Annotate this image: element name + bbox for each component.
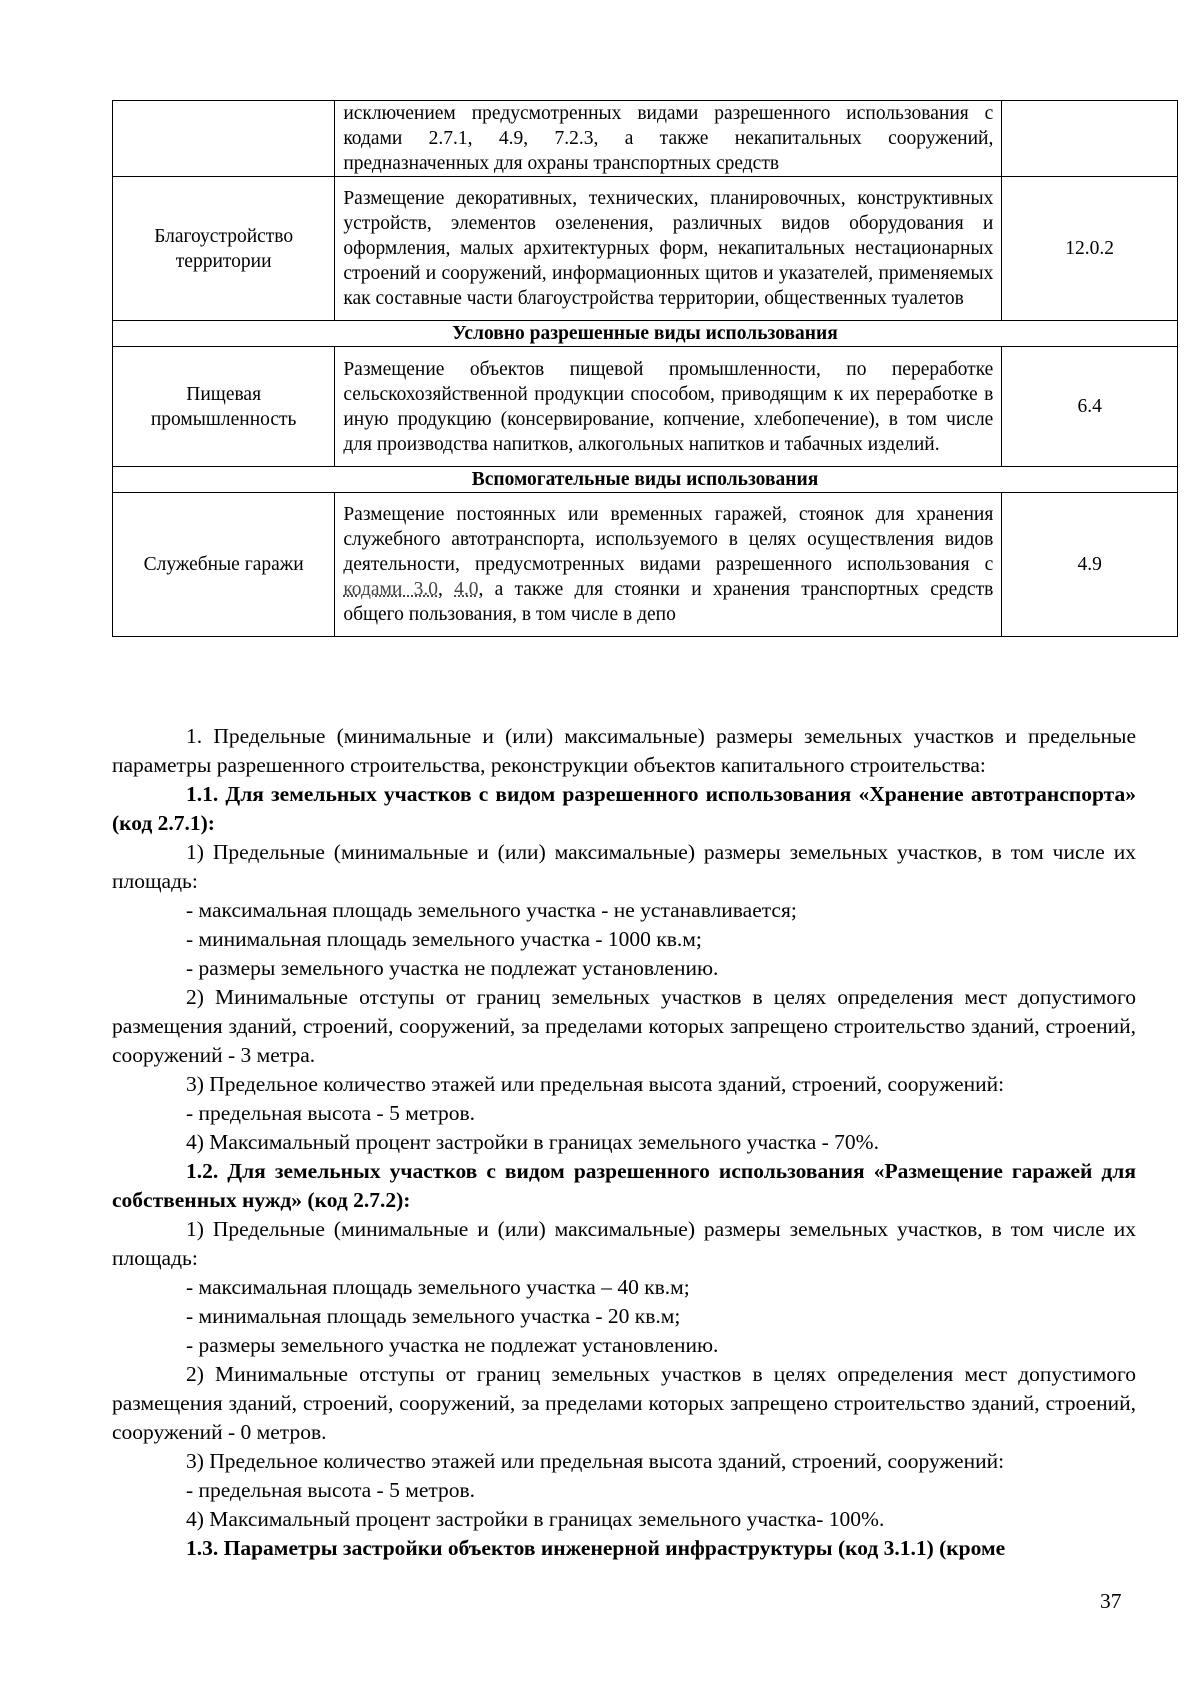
document-body: [112, 722, 1136, 1563]
use-description-cell: [335, 493, 1002, 637]
description-text: , а также для стоянки и хранения транспортных средств общего пользования, в том числе в депо: [343, 579, 994, 625]
list-item: - предельная высота - 5 метров.: [186, 1101, 476, 1125]
section-row: [113, 321, 1178, 347]
paragraph: 3) Предельное количество этажей или предельная высота зданий, строений, сооружений:: [186, 1072, 1005, 1096]
table-row: [113, 101, 1178, 177]
paragraph: 4) Максимальный процент застройки в границах земельного участка- 100%.: [186, 1507, 885, 1531]
section-heading: 1.2. Для земельных участков с видом разрешенного использования «Размещение гаражей для собственных нужд» (код 2.7.2):: [112, 1159, 1136, 1212]
section-row: [113, 467, 1178, 493]
description-text: Размещение постоянных или временных гаражей, стоянок для хранения служебного автотранспорта, используемого в целях осуществления видов деятельности, предусмотренных видами разрешенного использования с: [343, 504, 994, 575]
use-code-cell: 12.0.2: [1002, 177, 1178, 321]
page-number: 37: [1100, 1589, 1122, 1613]
land-use-table: [112, 100, 1178, 637]
table-row: [113, 347, 1178, 467]
table-row: [113, 177, 1178, 321]
paragraph: 2) Минимальные отступы от границ земельных участков в целях определения мест допустимого размещения зданий, строений, сооружений, за пределами которых запрещено строительство зданий, строений, сооружений - 0 метров.: [112, 1362, 1136, 1444]
paragraph: 1) Предельные (минимальные и (или) максимальные) размеры земельных участков, в том числе их площадь:: [112, 840, 1136, 893]
section-heading: 1.1. Для земельных участков с видом разрешенного использования «Хранение автотранспорта» (код 2.7.1):: [112, 782, 1136, 835]
code-link[interactable]: 4.0: [454, 579, 479, 600]
list-item: - максимальная площадь земельного участка – 40 кв.м;: [186, 1275, 690, 1299]
use-code-cell: 4.9: [1002, 493, 1178, 637]
paragraph: 3) Предельное количество этажей или предельная высота зданий, строений, сооружений:: [186, 1449, 1005, 1473]
separator-text: ,: [437, 579, 455, 600]
use-name-cell: Служебные гаражи: [113, 493, 335, 637]
use-description-cell: Размещение объектов пищевой промышленности, по переработке сельскохозяйственной продукции способом, приводящим к их переработке в иную продукцию (консервирование, копчение, хлебопечение), в том числе для производства напитков, алкогольных напитков и табачных изделий.: [335, 347, 1002, 467]
use-name-cell: [113, 101, 335, 177]
use-description-cell: исключением предусмотренных видами разрешенного использования с кодами 2.7.1, 4.9, 7.2.3, а также некапитальных сооружений, предназначенных для охраны транспортных средств: [335, 101, 1002, 177]
use-code-cell: 6.4: [1002, 347, 1178, 467]
section-heading: Условно разрешенные виды использования: [113, 321, 1178, 347]
code-link[interactable]: кодами 3.0: [343, 579, 438, 600]
list-item: - размеры земельного участка не подлежат установлению.: [186, 956, 719, 980]
list-item: - предельная высота - 5 метров.: [186, 1478, 476, 1502]
section-heading: 1.3. Параметры застройки объектов инженерной инфраструктуры (код 3.1.1) (кроме: [186, 1536, 1006, 1560]
use-name-cell: Пищевая промышленность: [113, 347, 335, 467]
use-name-cell: Благоустройство территории: [113, 177, 335, 321]
use-description-cell: Размещение декоративных, технических, планировочных, конструктивных устройств, элементов озеленения, различных видов оборудования и оформления, малых архитектурных форм, некапитальных нестационарных строений и сооружений, информационных щитов и указателей, применяемых как составные части благоустройства территории, общественных туалетов: [335, 177, 1002, 321]
document-page: [112, 100, 1132, 637]
table-row: [113, 493, 1178, 637]
list-item: - минимальная площадь земельного участка - 1000 кв.м;: [186, 927, 702, 951]
paragraph: 1. Предельные (минимальные и (или) максимальные) размеры земельных участков и предельные параметры разрешенного строительства, реконструкции объектов капитального строительства:: [112, 724, 1136, 777]
section-heading: Вспомогательные виды использования: [113, 467, 1178, 493]
use-code-cell: [1002, 101, 1178, 177]
list-item: - максимальная площадь земельного участка - не устанавливается;: [186, 898, 797, 922]
paragraph: 2) Минимальные отступы от границ земельных участков в целях определения мест допустимого размещения зданий, строений, сооружений, за пределами которых запрещено строительство зданий, строений, сооружений - 3 метра.: [112, 985, 1136, 1067]
list-item: - размеры земельного участка не подлежат установлению.: [186, 1333, 719, 1357]
paragraph: 1) Предельные (минимальные и (или) максимальные) размеры земельных участков, в том числе их площадь:: [112, 1217, 1136, 1270]
list-item: - минимальная площадь земельного участка - 20 кв.м;: [186, 1304, 681, 1328]
paragraph: 4) Максимальный процент застройки в границах земельного участка - 70%.: [186, 1130, 879, 1154]
